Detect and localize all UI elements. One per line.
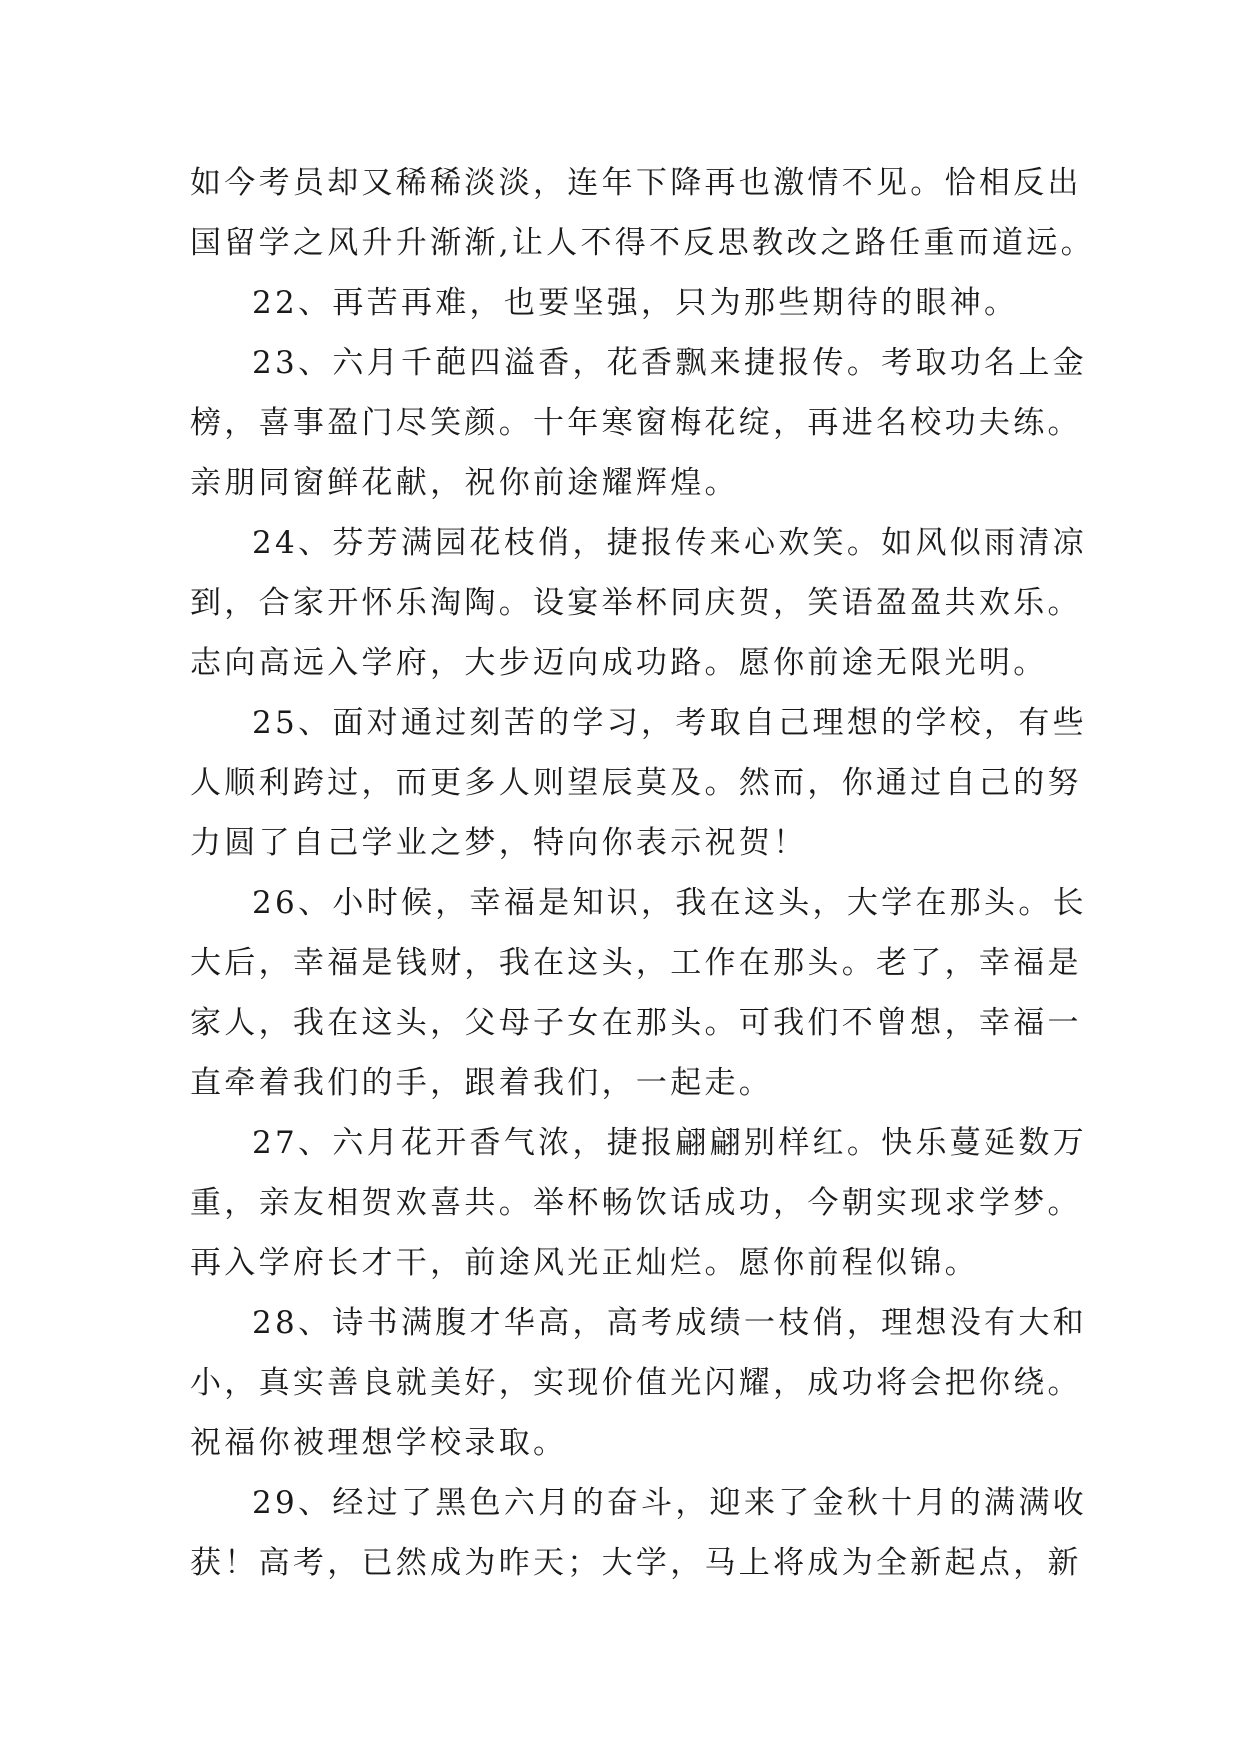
- text-line: 国留学之风升升渐渐,让人不得不反思教改之路任重而道远。: [190, 225, 1095, 261]
- text-line: 亲朋同窗鲜花献，祝你前途耀辉煌。: [190, 465, 739, 501]
- paragraph-24-line: 24、芬芳满园花枝俏，捷报传来心欢笑。如风似雨清凉: [252, 525, 1087, 561]
- text-line: 大后，幸福是钱财，我在这头，工作在那头。老了，幸福是: [190, 945, 1082, 981]
- text-line: 小，真实善良就美好，实现价值光闪耀，成功将会把你绕。: [190, 1365, 1082, 1401]
- text-line: 获！高考，已然成为昨天；大学，马上将成为全新起点，新: [190, 1545, 1082, 1581]
- paragraph-22-line: 22、再苦再难，也要坚强，只为那些期待的眼神。: [252, 285, 1019, 321]
- text-line: 到，合家开怀乐淘陶。设宴举杯同庆贺，笑语盈盈共欢乐。: [190, 585, 1082, 621]
- text-line: 榜，喜事盈门尽笑颜。十年寒窗梅花绽，再进名校功夫练。: [190, 405, 1082, 441]
- text-line: 直牵着我们的手，跟着我们，一起走。: [190, 1065, 774, 1101]
- paragraph-29-line: 29、经过了黑色六月的奋斗，迎来了金秋十月的满满收: [252, 1485, 1087, 1521]
- paragraph-25-line: 25、面对通过刻苦的学习，考取自己理想的学校，有些: [252, 705, 1087, 741]
- text-line: 祝福你被理想学校录取。: [190, 1425, 568, 1461]
- paragraph-28-line: 28、诗书满腹才华高，高考成绩一枝俏，理想没有大和: [252, 1305, 1087, 1341]
- text-line: 力圆了自己学业之梦，特向你表示祝贺！: [190, 825, 808, 861]
- text-line: 再入学府长才干，前途风光正灿烂。愿你前程似锦。: [190, 1245, 979, 1281]
- text-line: 如今考员却又稀稀淡淡，连年下降再也激情不见。恰相反出: [190, 165, 1082, 201]
- text-line: 人顺利跨过，而更多人则望辰莫及。然而，你通过自己的努: [190, 765, 1082, 801]
- text-line: 志向高远入学府，大步迈向成功路。愿你前途无限光明。: [190, 645, 1048, 681]
- text-line: 重，亲友相贺欢喜共。举杯畅饮话成功，今朝实现求学梦。: [190, 1185, 1082, 1221]
- paragraph-23-line: 23、六月千葩四溢香，花香飘来捷报传。考取功名上金: [252, 345, 1087, 381]
- text-line: 家人，我在这头，父母子女在那头。可我们不曾想，幸福一: [190, 1005, 1082, 1041]
- paragraph-26-line: 26、小时候，幸福是知识，我在这头，大学在那头。长: [252, 885, 1087, 921]
- paragraph-27-line: 27、六月花开香气浓，捷报翩翩别样红。快乐蔓延数万: [252, 1125, 1087, 1161]
